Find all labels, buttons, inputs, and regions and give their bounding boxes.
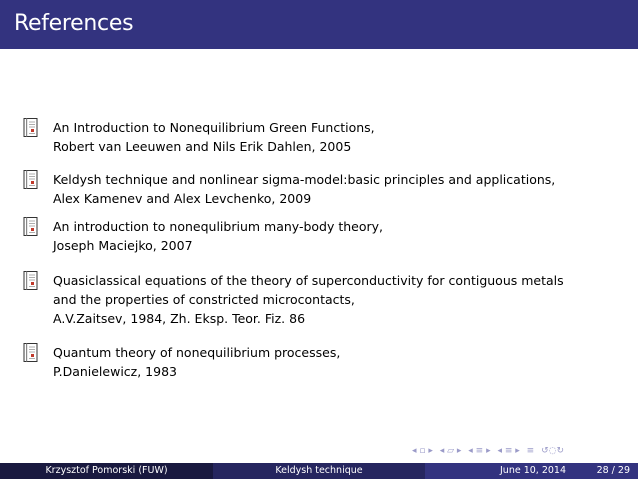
footer-short-title: Keldysh technique xyxy=(275,465,363,476)
reference-line: Alex Kamenev and Alex Levchenko, 2009 xyxy=(53,191,312,206)
slide-title: References xyxy=(14,11,134,36)
footer-page-number: 28 / 29 xyxy=(596,465,630,476)
nav-frame-prev-icon[interactable]: ◂ ▫ ▸ xyxy=(412,446,433,456)
reference-line: Quasiclassical equations of the theory of superconductivity for contiguous metals xyxy=(53,273,564,288)
slide-footer xyxy=(0,463,638,479)
reference-line: An Introduction to Nonequilibrium Green Functions, xyxy=(53,120,375,135)
reference-line: P.Danielewicz, 1983 xyxy=(53,364,177,379)
reference-line: Keldysh technique and nonlinear sigma-model:basic principles and applications, xyxy=(53,172,556,187)
footer-author: Krzysztof Pomorski (FUW) xyxy=(45,465,168,476)
book-icon xyxy=(23,118,39,138)
reference-line: An introduction to nonequlibrium many-body theory, xyxy=(53,219,384,234)
reference-line: Joseph Maciejko, 2007 xyxy=(53,238,193,253)
reference-line: A.V.Zaitsev, 1984, Zh. Eksp. Teor. Fiz. 86 xyxy=(53,311,306,326)
book-icon xyxy=(23,170,39,190)
reference-line: Robert van Leeuwen and Nils Erik Dahlen, 2005 xyxy=(53,139,352,154)
footer-date: June 10, 2014 xyxy=(500,465,567,476)
nav-section-icon[interactable]: ◂ ≡ ▸ xyxy=(468,446,491,456)
beamer-navigation xyxy=(412,446,568,460)
reference-line: and the properties of constricted microcontacts, xyxy=(53,292,355,307)
book-icon xyxy=(23,217,39,237)
nav-subsection-icon[interactable]: ◂ ▱ ▸ xyxy=(439,446,462,456)
reference-line: Quantum theory of nonequilibrium processes, xyxy=(53,345,341,360)
slide-title-bar xyxy=(0,0,638,49)
footer-title-segment xyxy=(213,463,425,479)
book-icon xyxy=(23,343,39,363)
footer-date-segment xyxy=(425,463,638,479)
nav-appendix-icon[interactable]: ≡ xyxy=(526,446,535,456)
footer-author-segment xyxy=(0,463,213,479)
nav-document-icon[interactable]: ◂ ≡ ▸ xyxy=(497,446,520,456)
book-icon xyxy=(23,271,39,291)
nav-search-icon[interactable]: ↺◌↻ xyxy=(541,446,565,456)
